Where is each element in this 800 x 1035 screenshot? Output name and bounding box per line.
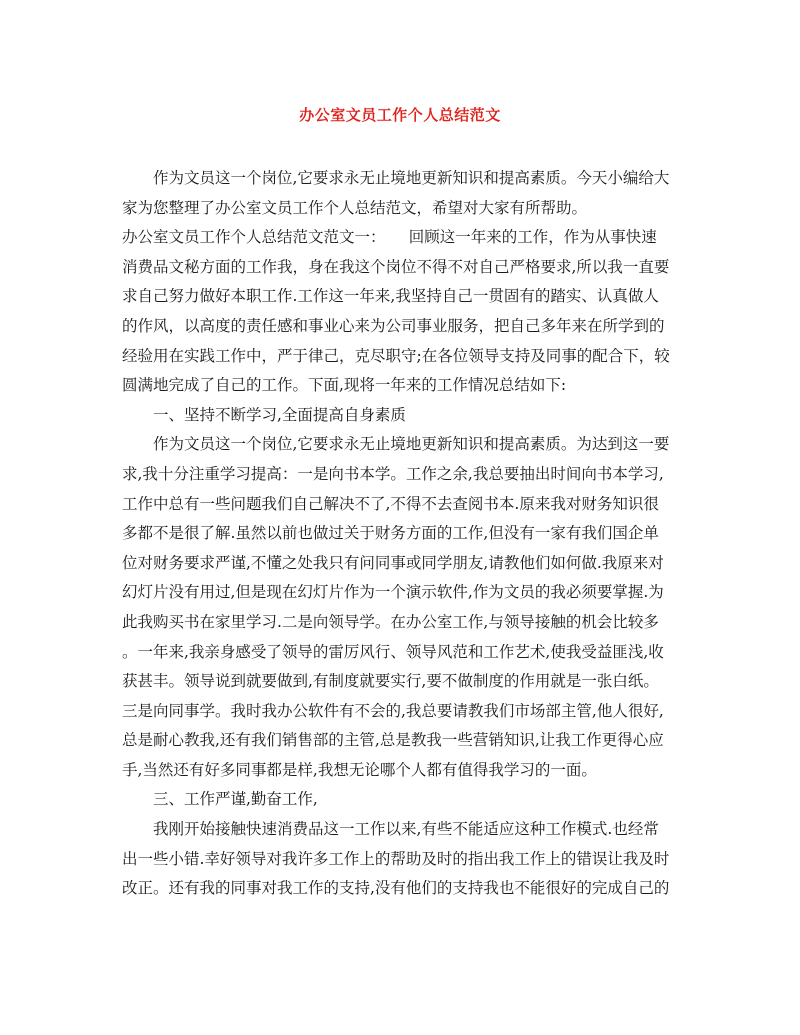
paragraph-line: 此我购买书在家里学习.二是向领导学。在办公室工作,与领导接触的机会比较多 [122,612,659,631]
paragraph-line: 经验用在实践工作中，严于律己，克尽职守;在各位领导支持及同事的配合下，较 [122,346,670,365]
paragraph-line: 我刚开始接触快速消费品这一工作以来,有些不能适应这种工作模式.也经常 [153,820,659,839]
paragraph-line: 。一年来,我亲身感受了领导的雷厉风行、领导风范和工作艺术,使我受益匪浅,收 [122,642,664,661]
paragraph-line: 总是耐心教我,还有我们销售部的主管,总是教我一些营销知识,让我工作更得心应 [122,731,664,750]
paragraph-line: 圆满地完成了自己的工作。下面,现将一年来的工作情况总结如下: [122,376,567,395]
paragraph-line: 获甚丰。领导说到就要做到,有制度就要实行,要不做制度的作用就是一张白纸。 [122,672,659,691]
document-body [122,164,680,904]
section-heading: 一、坚持不断学习,全面提高自身素质 [153,405,406,424]
paragraph-line: 多都不是很了解.虽然以前也做过关于财务方面的工作,但没有一家有我们国企单 [122,524,659,543]
paragraph-line: 手,当然还有好多同事都是样,我想无论哪个人都有值得我学习的一面。 [122,760,597,779]
paragraph-line: 办公室文员工作个人总结范文范文一： 回顾这一年来的工作，作为从事快速 [122,228,657,247]
paragraph-line: 位对财务要求严谨,不懂之处我只有问同事或同学朋友,请教他们如何做.我原来对 [122,553,664,572]
section-heading: 三、工作严谨,勤奋工作, [153,790,318,809]
paragraph-line: 工作中总有一些问题我们自己解决不了,不得不去查阅书本.原来我对财务知识很 [122,494,659,513]
paragraph-line: 求,我十分注重学习提高：一是向书本学。工作之余,我总要抽出时间向书本学习, [122,464,664,483]
paragraph-line: 的作风，以高度的责任感和事业心来为公司事业服务，把自己多年来在所学到的 [122,316,665,335]
paragraph-line: 改正。还有我的同事对我工作的支持,没有他们的支持我也不能很好的完成自己的 [122,879,670,898]
paragraph-line: 求自己努力做好本职工作.工作这一年来,我坚持自己一贯固有的踏实、认真做人 [122,287,659,306]
paragraph-line: 作为文员这一个岗位,它要求永无止境地更新知识和提高素质。为达到这一要 [153,435,670,454]
paragraph-line: 三是向同事学。我时我办公软件有不会的,我总要请教我们市场部主管,他人很好, [122,701,664,720]
paragraph-line: 消费品文秘方面的工作我，身在我这个岗位不得不对自己严格要求,所以我一直要 [122,257,670,276]
document-title: 办公室文员工作个人总结范文 [299,106,501,124]
paragraph-line: 家为您整理了办公室文员工作个人总结范文，希望对大家有所帮助。 [122,198,588,217]
paragraph-line: 作为文员这一个岗位,它要求永无止境地更新知识和提高素质。今天小编给大 [153,169,670,187]
paragraph-line: 出一些小错.幸好领导对我许多工作上的帮助及时的指出我工作上的错误让我及时 [122,849,670,868]
paragraph-line: 幻灯片没有用过,但是现在幻灯片作为一个演示软件,作为文员的我必须要掌握.为 [122,583,664,602]
